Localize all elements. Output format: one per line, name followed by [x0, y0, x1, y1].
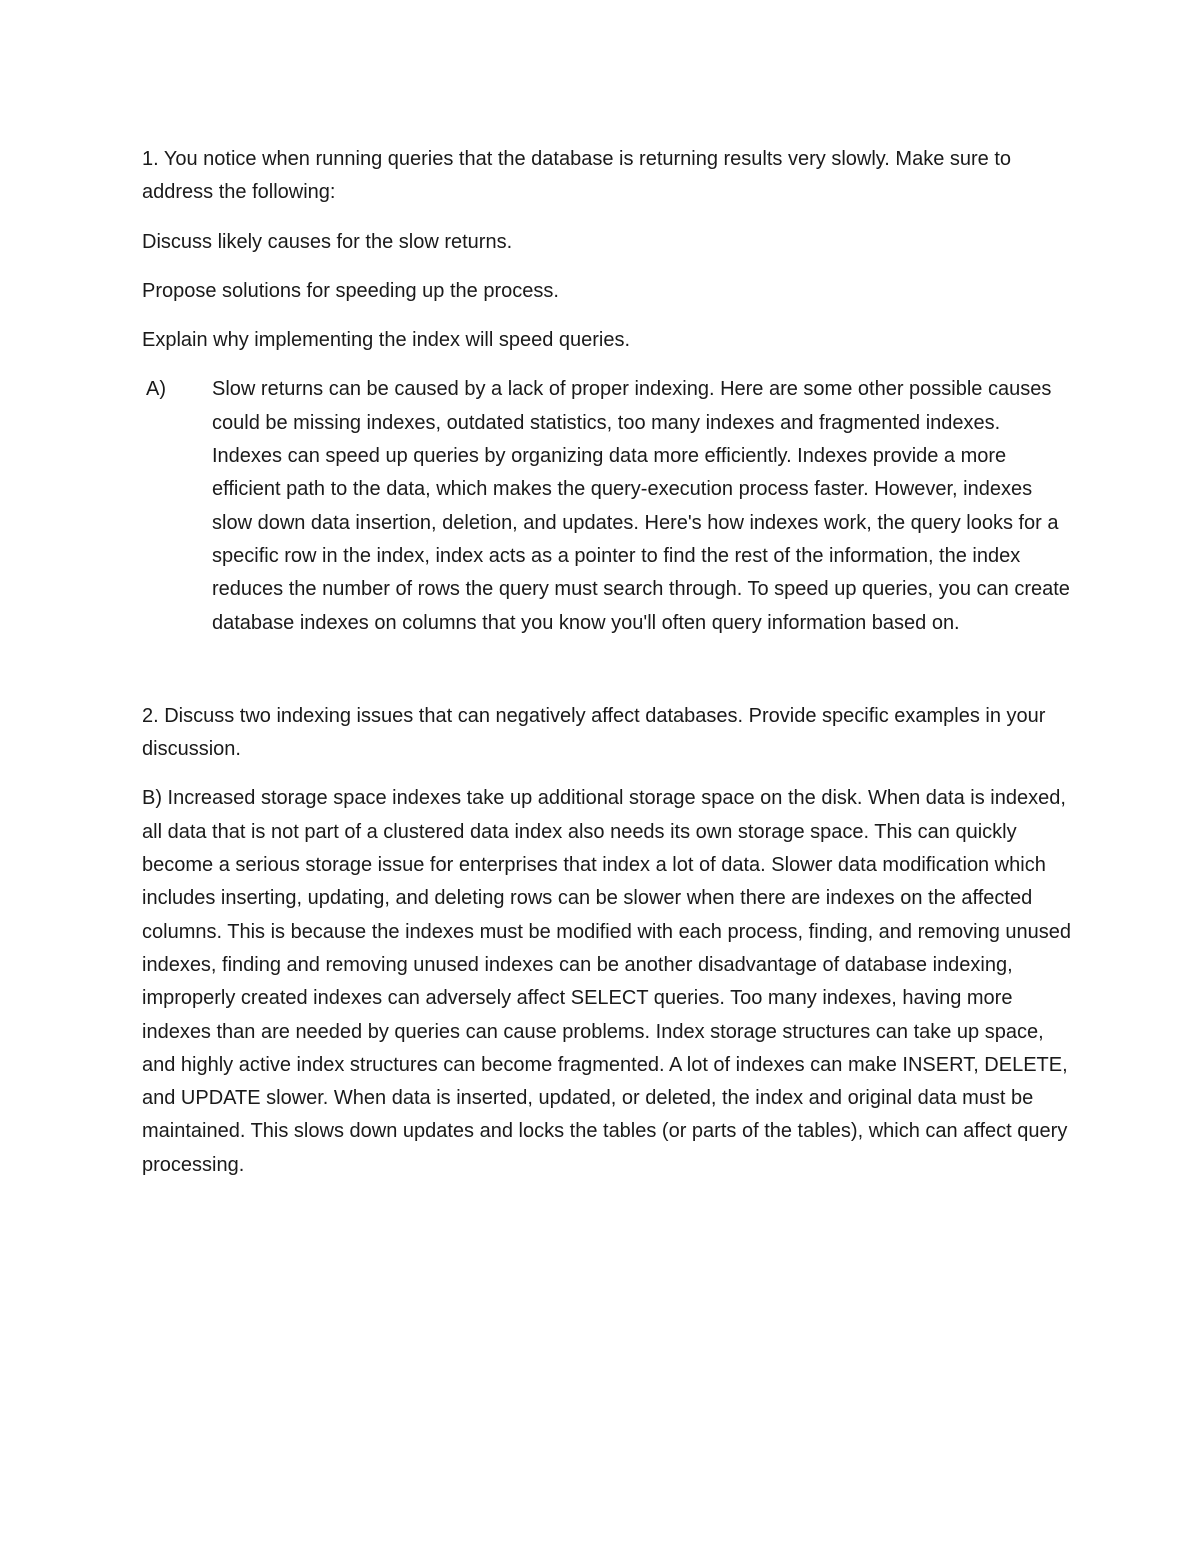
- answer-a: [142, 373, 1072, 639]
- question-1-item: Discuss likely causes for the slow returns.: [142, 230, 513, 253]
- question-1-title: 1. You notice when running queries that the database is returning results very slowly. Make sure to address the following:: [142, 148, 1012, 204]
- question-2-title: 2. Discuss two indexing issues that can negatively affect databases. Provide specific examples in your discussion.: [142, 704, 1046, 761]
- answer-a-marker: A): [146, 378, 166, 401]
- answer-b-text: B) Increased storage space indexes take up additional storage space on the disk. When data is indexed, all data that is not part of a clustered data index also needs its own storage space. This can quickly become a serious storage issue for enterprises that index a lot of data. Slower data modification which includes inserting, updating, and deleting rows can be slower when there are indexes on the affected columns. This is because the indexes must be modified with each process, finding, and removing unused indexes, finding and removing unused indexes can be another disadvantage of database indexing, improperly created indexes can adversely affect SELECT queries. Too many indexes, having more indexes than are needed by queries can cause problems. Index storage structures can take up space, and highly active index structures can become fragmented. A lot of indexes can make INSERT, DELETE, and UPDATE slower. When data is inserted, updated, or deleted, the index and original data must be maintained. This slows down updates and locks the tables (or parts of the tables), which can affect query processing.: [142, 787, 1072, 1176]
- answer-a-text: Slow returns can be caused by a lack of proper indexing. Here are some other possible causes could be missing indexes, outdated statistics, too many indexes and fragmented indexes. Indexes can speed up queries by organizing data more efficiently. Indexes provide a more efficient path to the data, which makes the query-execution process faster. However, indexes slow down data insertion, deletion, and updates. Here's how indexes work, the query looks for a specific row in the index, index acts as a pointer to find the rest of the information, the index reduces the number of rows the query must search through. To speed up queries, you can create database indexes on columns that you know you'll often query information based on.: [212, 378, 1070, 634]
- question-1-item: Propose solutions for speeding up the process.: [142, 279, 559, 302]
- question-1-item: Explain why implementing the index will speed queries.: [142, 329, 631, 352]
- document-page: [142, 143, 1072, 1198]
- section-spacer: [142, 640, 1072, 700]
